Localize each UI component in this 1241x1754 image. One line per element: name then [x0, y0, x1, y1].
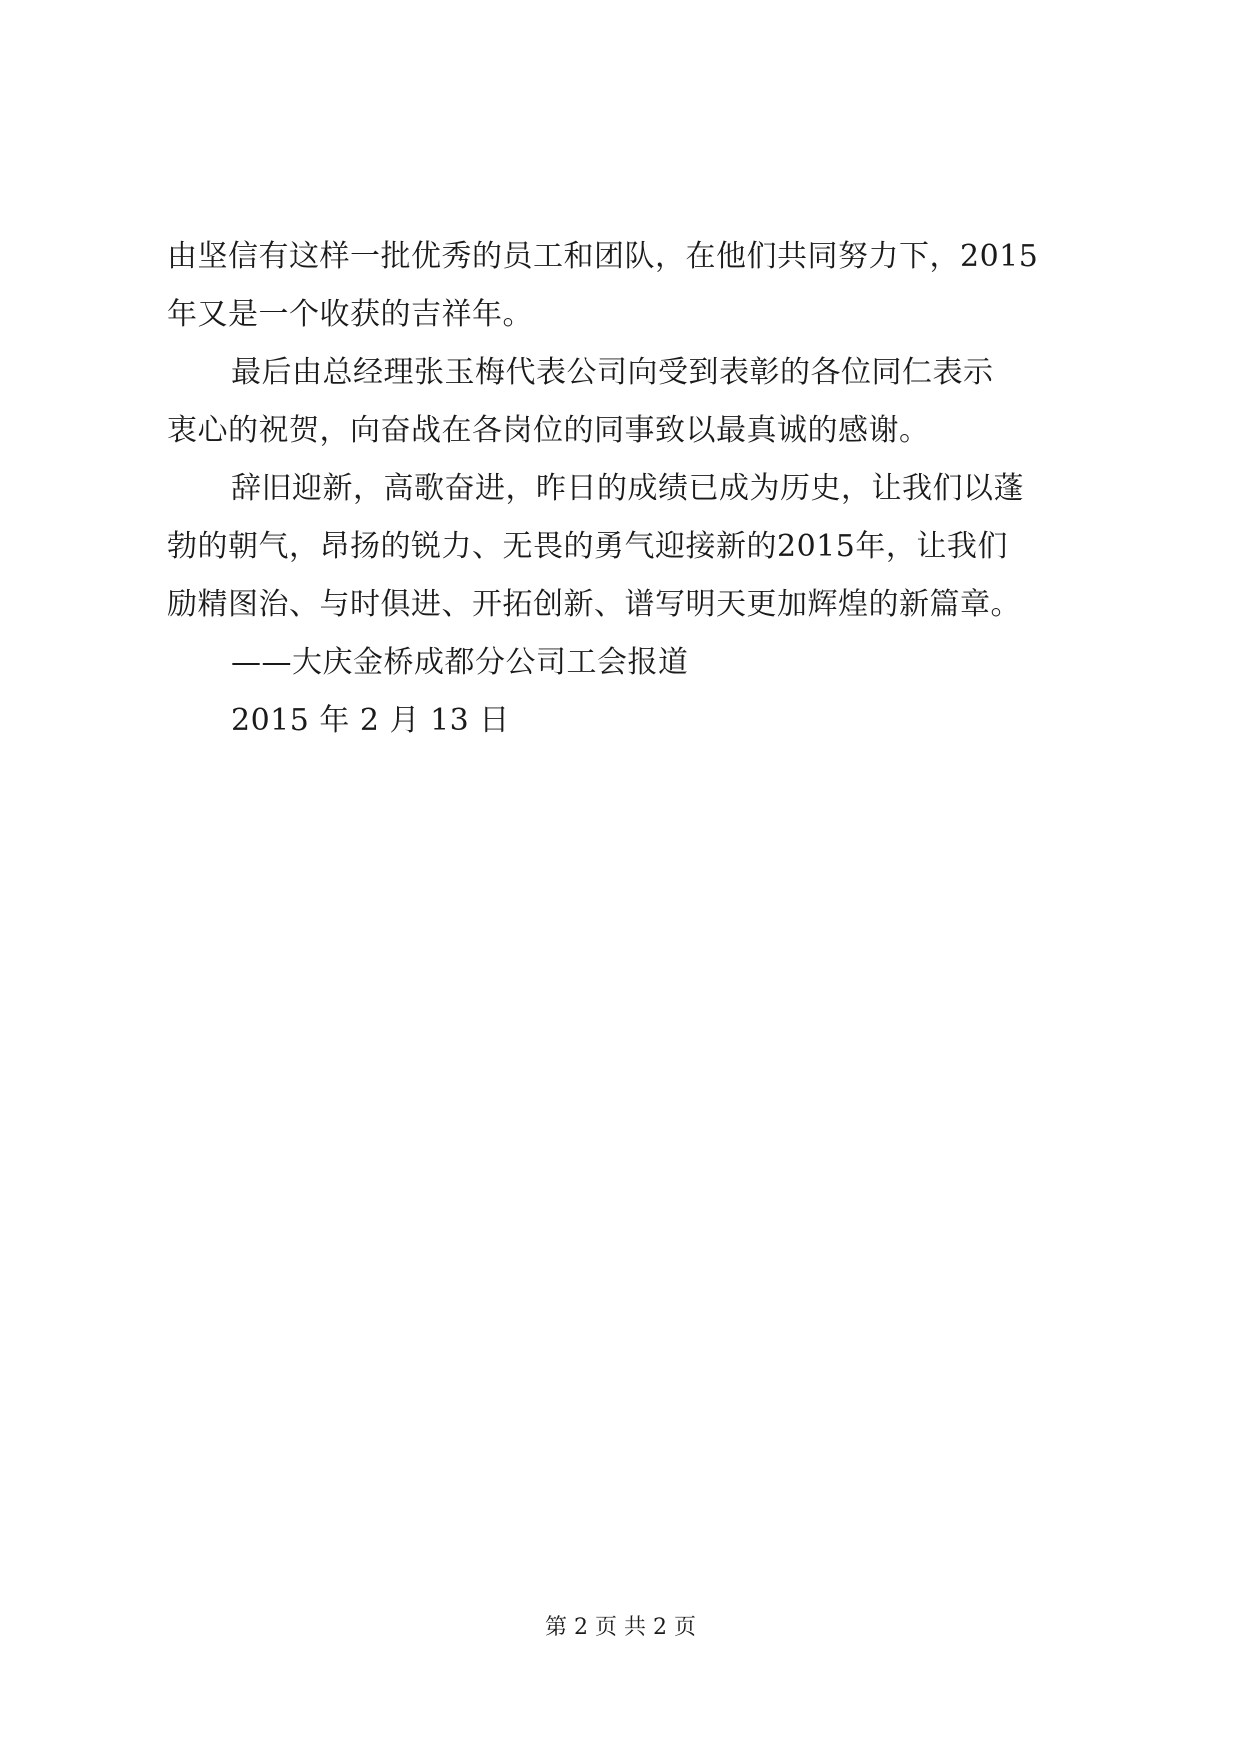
paragraph-1 — [167, 228, 1087, 344]
page-footer — [0, 1613, 1241, 1643]
signature-text: ——大庆金桥成都分公司工会报道 — [231, 645, 689, 680]
paragraph-line: 勃的朝气，昂扬的锐力、无畏的勇气迎接新的2015年，让我们 — [167, 529, 1008, 564]
signature — [167, 634, 1087, 692]
date-text: 2015 年 2 月 13 日 — [231, 703, 510, 738]
paragraph-line: 由坚信有这样一批优秀的员工和团队，在他们共同努力下，2015 — [167, 239, 1039, 274]
paragraph-3 — [167, 460, 1087, 634]
page-number: 第 2 页 共 2 页 — [545, 1615, 696, 1640]
paragraph-line: 最后由总经理张玉梅代表公司向受到表彰的各位同仁表示 — [231, 355, 994, 390]
document-body — [167, 228, 1087, 750]
paragraph-line: 励精图治、与时俱进、开拓创新、谱写明天更加辉煌的新篇章。 — [167, 587, 1021, 622]
paragraph-line: 年又是一个收获的吉祥年。 — [167, 297, 533, 332]
paragraph-line: 衷心的祝贺，向奋战在各岗位的同事致以最真诚的感谢。 — [167, 413, 930, 448]
paragraph-line: 辞旧迎新，高歌奋进，昨日的成绩已成为历史，让我们以蓬 — [231, 471, 1024, 506]
paragraph-2 — [167, 344, 1087, 460]
date — [167, 692, 1087, 750]
